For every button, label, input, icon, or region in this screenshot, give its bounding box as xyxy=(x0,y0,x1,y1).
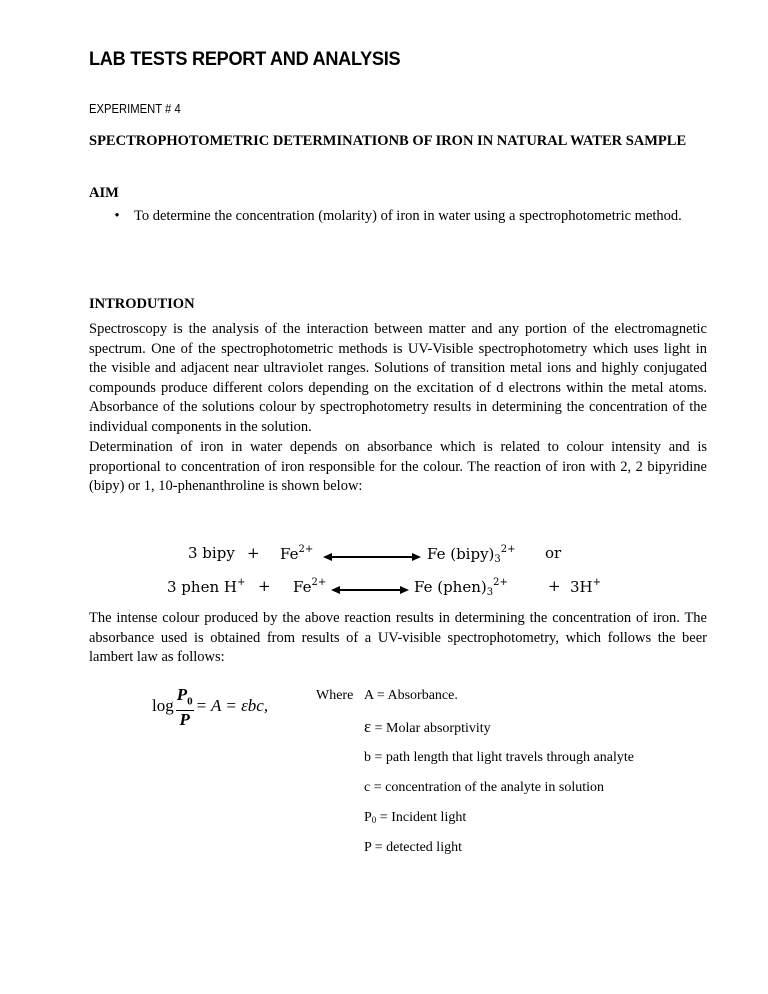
reaction-2-plus-2: + xyxy=(548,577,561,595)
aim-bullet-text: To determine the concentration (molarity) of iron in water using a spectrophotometric method. xyxy=(134,208,682,224)
formula-fraction: $\frac{P_0}{P}$ xyxy=(176,685,193,730)
reaction-1-reactant-2: $Fe^{2+}$ xyxy=(280,544,314,563)
beer-lambert-formula xyxy=(152,686,268,728)
intro-paragraph-3: The intense colour produced by the above reaction results in determining the concentration of iron. The absorbance used is obtained from results of a UV-visible spectrophotometry, which follows the beer lambert law as follows: xyxy=(89,610,707,666)
reaction-2-reactant-1: 3 phen H+ xyxy=(167,577,246,596)
experiment-title: SPECTROPHOTOMETRIC DETERMINATIONB OF IRON IN NATURAL WATER SAMPLE xyxy=(89,133,687,149)
aim-heading: AIM xyxy=(89,185,119,201)
definition-incident-light: $P_0$ = Incident light xyxy=(364,810,467,825)
definition-absorbance: A = Absorbance. xyxy=(364,688,458,703)
reaction-1-product: Fe $(bipy)_3^{2+}$ xyxy=(427,544,516,565)
intro-paragraph-1: Spectroscopy is the analysis of the interaction between matter and any portion of the electromagnetic spectrum. One of the spectrophotometric methods is UV-Visible spectrophotometry which uses light in the visible and adjacent near ultraviolet ranges. Solutions of transition metal ions and highly conjugated compounds produce different colors depending on the excitation of d electrons within the metal atoms. Absorbance of the solutions colour by spectrophotometry results in determining the concentration of the individual components in the solution. xyxy=(89,321,707,435)
definition-molar-absorptivity: ε = Molar absorptivity xyxy=(364,717,491,736)
formula-log: log xyxy=(152,696,174,716)
equilibrium-arrow-icon xyxy=(325,556,419,558)
definition-concentration: c = concentration of the analyte in solution xyxy=(364,780,604,795)
definition-detected-light: P = detected light xyxy=(364,840,462,855)
reaction-2-plus: + xyxy=(258,577,271,595)
formula-rhs: = A = εbc, xyxy=(195,696,269,716)
reaction-2-hydrogen: 3H+ xyxy=(570,577,602,596)
reaction-1-plus: + xyxy=(247,544,260,562)
reaction-2-product: Fe $(phen)_3^{2+}$ xyxy=(414,577,508,598)
experiment-label: EXPERIMENT # 4 xyxy=(89,102,181,116)
introduction-heading: INTRODUTION xyxy=(89,296,195,312)
reaction-2-reactant-2: $Fe^{2+}$ xyxy=(293,577,327,596)
reaction-1-or: or xyxy=(545,544,562,562)
document-title: LAB TESTS REPORT AND ANALYSIS xyxy=(89,48,401,70)
reaction-1-reactant-1: 3 bipy xyxy=(188,544,235,562)
intro-paragraph-2: Determination of iron in water depends on absorbance which is related to colour intensity and is proportional to concentration of iron responsible for the colour. The reaction of iron with 2, 2 bipyridine (bipy) or 1, 10-phenanthroline is shown below: xyxy=(89,439,707,495)
definition-path-length: b = path length that light travels through analyte xyxy=(364,750,634,765)
aim-bullet-item xyxy=(110,207,707,227)
equilibrium-arrow-icon xyxy=(333,589,407,591)
where-label: Where xyxy=(316,688,354,703)
bullet-icon: • xyxy=(114,208,120,224)
